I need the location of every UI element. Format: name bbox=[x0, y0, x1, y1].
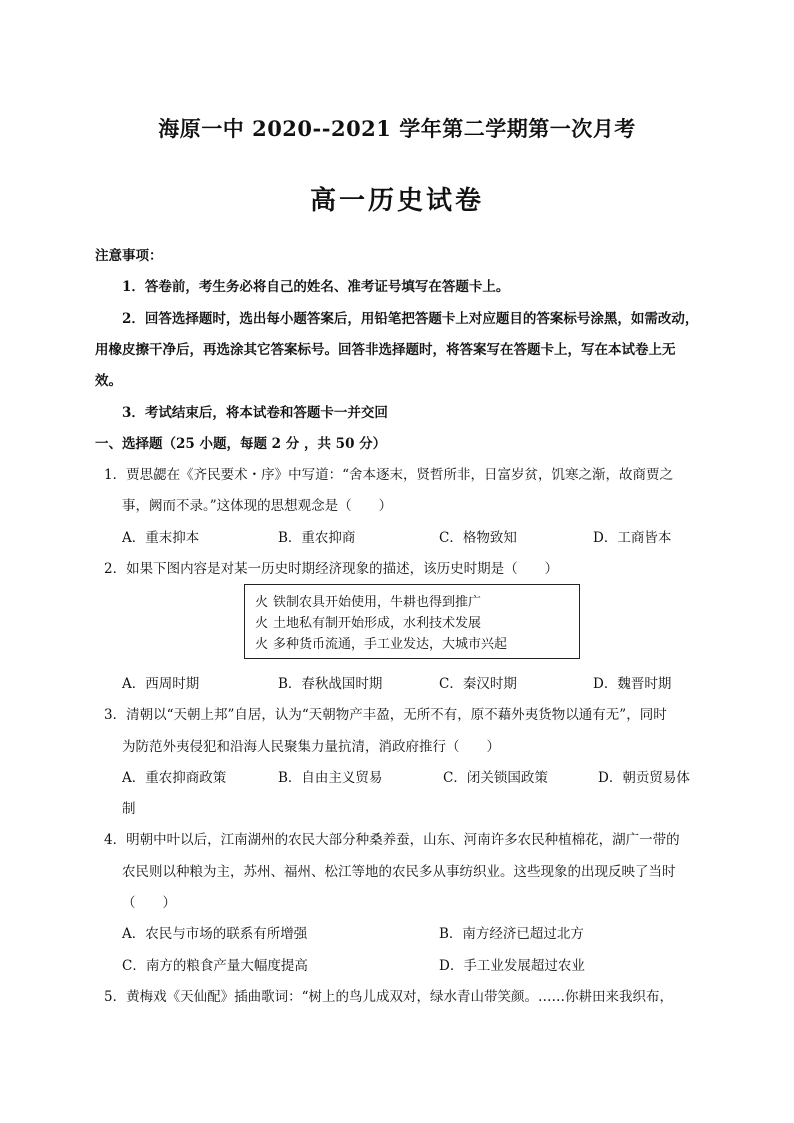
notes-item-1: 1．答卷前，考生务必将自己的姓名、准考证号填写在答题卡上。 bbox=[122, 279, 510, 295]
material-line-1: 火 铁制农具开始使用，牛耕也得到推广 bbox=[255, 591, 481, 610]
notes-item-3: 3．考试结束后，将本试卷和答题卡一并交回 bbox=[122, 405, 388, 421]
question-1-option-a: A．重末抑本 bbox=[122, 530, 200, 546]
question-4-line-3: （ ） bbox=[122, 895, 176, 911]
question-3-option-d: D．朝贡贸易体 bbox=[598, 770, 690, 786]
question-4-line-1: 4．明朝中叶以后，江南湖州的农民大部分种桑养蚕，山东、河南许多农民种植棉花，湖广一带的 bbox=[104, 832, 680, 848]
fire-icon: 火 bbox=[255, 595, 269, 610]
exam-subtitle: 高一历史试卷 bbox=[309, 186, 484, 216]
question-4-option-d: D．手工业发展超过农业 bbox=[439, 958, 585, 974]
question-2-material-box bbox=[244, 584, 580, 659]
question-4-option-b: B．南方经济已超过北方 bbox=[439, 926, 584, 942]
question-2-option-b: B．春秋战国时期 bbox=[278, 676, 383, 692]
question-1-line-1: 1．贾思勰在《齐民要术・序》中写道：“舍本逐末，贤哲所非，日富岁贫，饥寒之渐，故商贾之 bbox=[104, 467, 673, 483]
question-3-option-d-continued: 制 bbox=[122, 801, 136, 817]
question-1-option-b: B．重农抑商 bbox=[278, 530, 356, 546]
material-line-2: 火 土地私有制开始形成，水利技术发展 bbox=[255, 612, 481, 631]
question-4-option-c: C．南方的粮食产量大幅度提高 bbox=[122, 958, 308, 974]
question-3-line-1: 3．清朝以“天朝上邦”自居，认为“天朝物产丰盈，无所不有，原不藉外夷货物以通有无”，同时 bbox=[104, 707, 667, 723]
fire-icon: 火 bbox=[255, 637, 269, 652]
section-heading: 一、选择题（25 小题，每题 2 分 ，共 50 分） bbox=[95, 436, 387, 452]
question-3-option-a: A．重农抑商政策 bbox=[122, 770, 227, 786]
question-3-option-b: B．自由主义贸易 bbox=[278, 770, 383, 786]
fire-icon: 火 bbox=[255, 616, 269, 631]
notes-item-2-line-1: 2．回答选择题时，选出每小题答案后，用铅笔把答题卡上对应题目的答案标号涂黑，如需改动， bbox=[122, 311, 699, 327]
question-5-line-1: 5．黄梅戏《天仙配》插曲歌词：“树上的鸟儿成双对，绿水青山带笑颜。……你耕田来我织布， bbox=[104, 989, 673, 1005]
question-2-option-c: C．秦汉时期 bbox=[439, 676, 517, 692]
question-2-option-d: D．魏晋时期 bbox=[593, 676, 672, 692]
material-line-3: 火 多种货币流通，手工业发达，大城市兴起 bbox=[255, 633, 507, 652]
notes-item-2-line-3: 效。 bbox=[95, 373, 122, 389]
question-2-option-a: A．西周时期 bbox=[122, 676, 200, 692]
question-1-option-c: C．格物致知 bbox=[439, 530, 517, 546]
question-3-line-2: 为防范外夷侵犯和沿海人民聚集力量抗清，消政府推行（ ） bbox=[122, 739, 500, 755]
exam-title: 海原一中 2020--2021 学年第二学期第一次月考 bbox=[158, 116, 636, 141]
notes-item-2-line-2: 用橡皮擦干净后，再选涂其它答案标号。回答非选择题时，将答案写在答题卡上，写在本试卷上无 bbox=[95, 342, 676, 358]
question-1-line-2: 事，阙而不录。”这体现的思想观念是（ ） bbox=[122, 498, 393, 514]
question-2-line-1: 2．如果下图内容是对某一历史时期经济现象的描述，该历史时期是（ ） bbox=[104, 561, 559, 577]
question-3-option-c: C．闭关锁国政策 bbox=[443, 770, 548, 786]
question-4-option-a: A．农民与市场的联系有所增强 bbox=[122, 926, 308, 942]
question-1-option-d: D．工商皆本 bbox=[593, 530, 672, 546]
question-4-line-2: 农民则以种粮为主，苏州、福州、松江等地的农民多从事纺织业。这些现象的出现反映了当时 bbox=[122, 864, 676, 880]
notes-heading: 注意事项： bbox=[95, 248, 163, 264]
